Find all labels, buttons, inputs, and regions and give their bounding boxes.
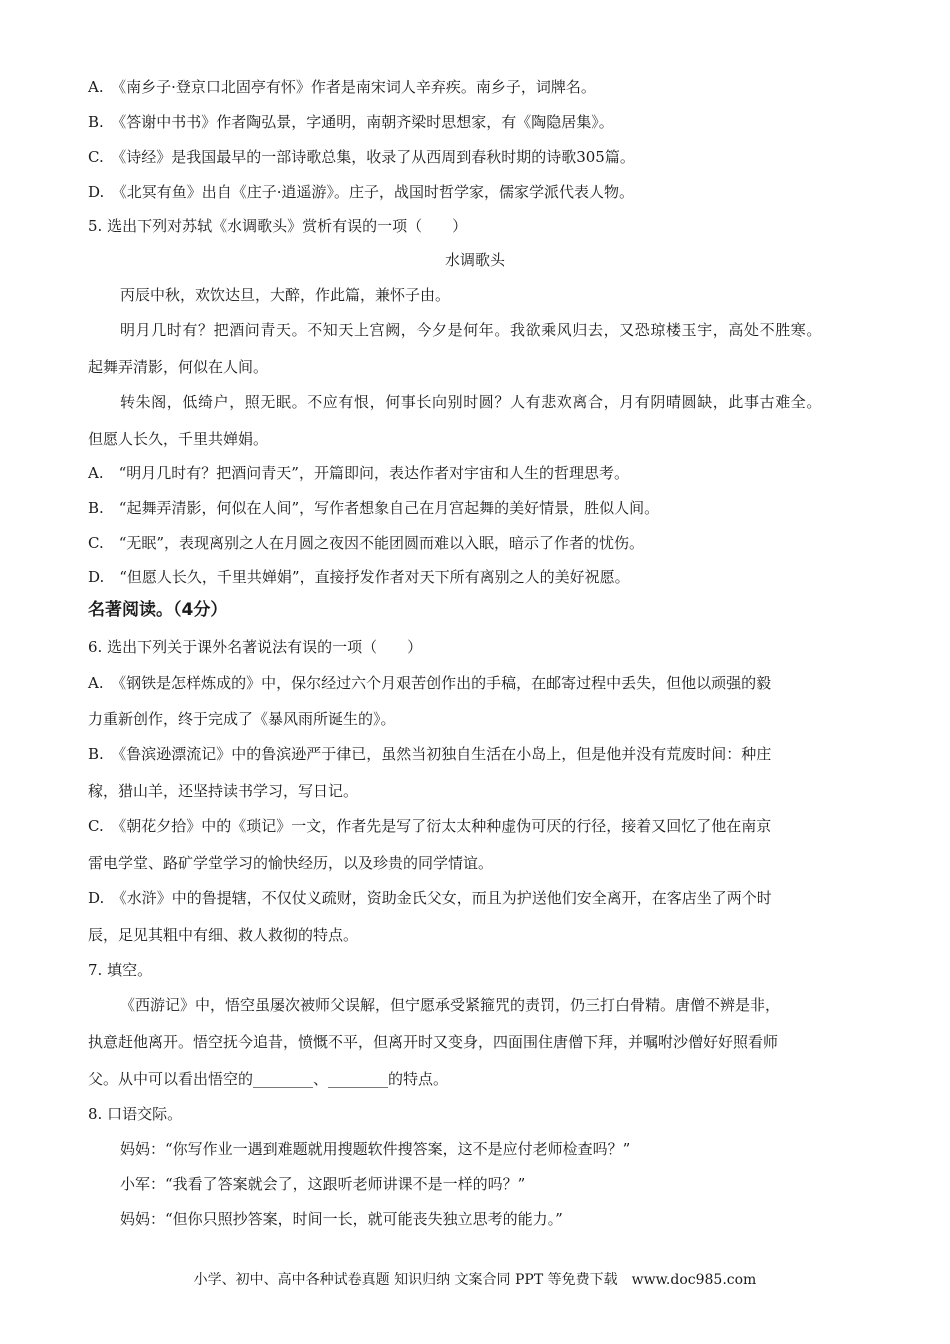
q5-option-b: B. “起舞弄清影，何似在人间”，写作者想象自己在月宫起舞的美好情景，胜似人间。	[88, 499, 660, 517]
q5-option-d: D. “但愿人长久，千里共婵娟”，直接抒发作者对天下所有离别之人的美好祝愿。	[88, 568, 630, 586]
q8-stem: 8. 口语交际。	[88, 1105, 183, 1123]
q8-dialogue-line: 小军：“我看了答案就会了，这跟听老师讲课不是一样的吗？”	[120, 1175, 526, 1193]
q6-option-b-line2: 稼，猎山羊，还坚持读书学习，写日记。	[88, 782, 359, 800]
q6-option-c-line1: C. 《朝花夕拾》中的《琐记》一文，作者先是写了衍太太种种虚伪可厌的行径，接着又回忆了他在南京	[88, 817, 772, 835]
poem-preface: 丙辰中秋，欢饮达旦，大醉，作此篇，兼怀子由。	[120, 286, 451, 304]
section-title: 名著阅读。（4分）	[88, 600, 228, 620]
q6-option-a-line1: A. 《钢铁是怎样炼成的》中，保尔经过六个月艰苦创作出的手稿，在邮寄过程中丢失，但他以顽强的毅	[88, 674, 772, 692]
poem-title: 水调歌头	[444, 251, 505, 269]
q7-passage-line2: 执意赶他离开。悟空抚今追昔，愤慨不平，但离开时又变身，四面围住唐僧下拜，并嘱咐沙僧好好照看师	[88, 1033, 779, 1051]
q6-option-a-line2: 力重新创作，终于完成了《暴风雨所诞生的》。	[88, 710, 396, 728]
poem-stanza2-line2: 但愿人长久，千里共婵娟。	[88, 430, 269, 448]
q8-dialogue-line: 妈妈：“你写作业一遇到难题就用搜题软件搜答案，这不是应付老师检查吗？”	[120, 1140, 631, 1158]
poem-stanza2-line1: 转朱阁，低绮户，照无眠。不应有恨，何事长向别时圆？人有悲欢离合，月有阴晴圆缺，此事古难全。	[120, 393, 823, 411]
q6-option-b-line1: B. 《鲁滨逊漂流记》中的鲁滨逊严于律已，虽然当初独自生活在小岛上，但是他并没有荒废时间：种庄	[88, 745, 772, 763]
q6-option-d-line2: 辰，足见其粗中有细、救人救彻的特点。	[88, 926, 359, 944]
q7-stem: 7. 填空。	[88, 961, 153, 979]
q4-option-b: B. 《答谢中书书》作者陶弘景，字通明，南朝齐梁时思想家，有《陶隐居集》。	[88, 113, 614, 131]
q4-option-c: C. 《诗经》是我国最早的一部诗歌总集，收录了从西周到春秋时期的诗歌305篇。	[88, 148, 635, 166]
q8-dialogue-line: 妈妈：“但你只照抄答案，时间一长，就可能丧失独立思考的能力。”	[120, 1210, 563, 1228]
q5-option-c: C. “无眠”，表现离别之人在月圆之夜因不能团圆而难以入眠，暗示了作者的忧伤。	[88, 534, 645, 552]
q5-option-a: A. “明月几时有？把酒问青天”，开篇即问，表达作者对宇宙和人生的哲理思考。	[88, 464, 629, 482]
q4-option-a: A. 《南乡子·登京口北固亭有怀》作者是南宋词人辛弃疾。南乡子，词牌名。	[88, 78, 596, 96]
footer-text: 小学、初中、高中各种试卷真题 知识归纳 文案合同 PPT 等免费下载 www.doc985.com	[193, 1272, 757, 1288]
poem-stanza1-line1: 明月几时有？把酒问青天。不知天上宫阙，今夕是何年。我欲乘风归去，又恐琼楼玉宇，高处不胜寒。	[120, 321, 823, 339]
q6-option-d-line1: D. 《水浒》中的鲁提辖，不仅仗义疏财，资助金氏父女，而且为护送他们安全离开，在客店坐了两个时	[88, 889, 772, 907]
q5-stem: 5. 选出下列对苏轼《水调歌头》赏析有误的一项（ ）	[88, 217, 468, 235]
q6-option-c-line2: 雷电学堂、路矿学堂学习的愉快经历，以及珍贵的同学情谊。	[88, 854, 494, 872]
q7-passage-line1: 《西游记》中，悟空虽屡次被师父误解，但宁愿承受紧箍咒的责罚，仍三打白骨精。唐僧不辨是非，	[120, 996, 781, 1014]
q7-passage-line3: 父。从中可以看出悟空的________、________的特点。	[88, 1070, 449, 1088]
q4-option-d: D. 《北冥有鱼》出自《庄子·逍遥游》。庄子，战国时哲学家，儒家学派代表人物。	[88, 183, 635, 201]
q6-stem: 6. 选出下列关于课外名著说法有误的一项（ ）	[88, 638, 423, 656]
poem-stanza1-line2: 起舞弄清影，何似在人间。	[88, 358, 269, 376]
